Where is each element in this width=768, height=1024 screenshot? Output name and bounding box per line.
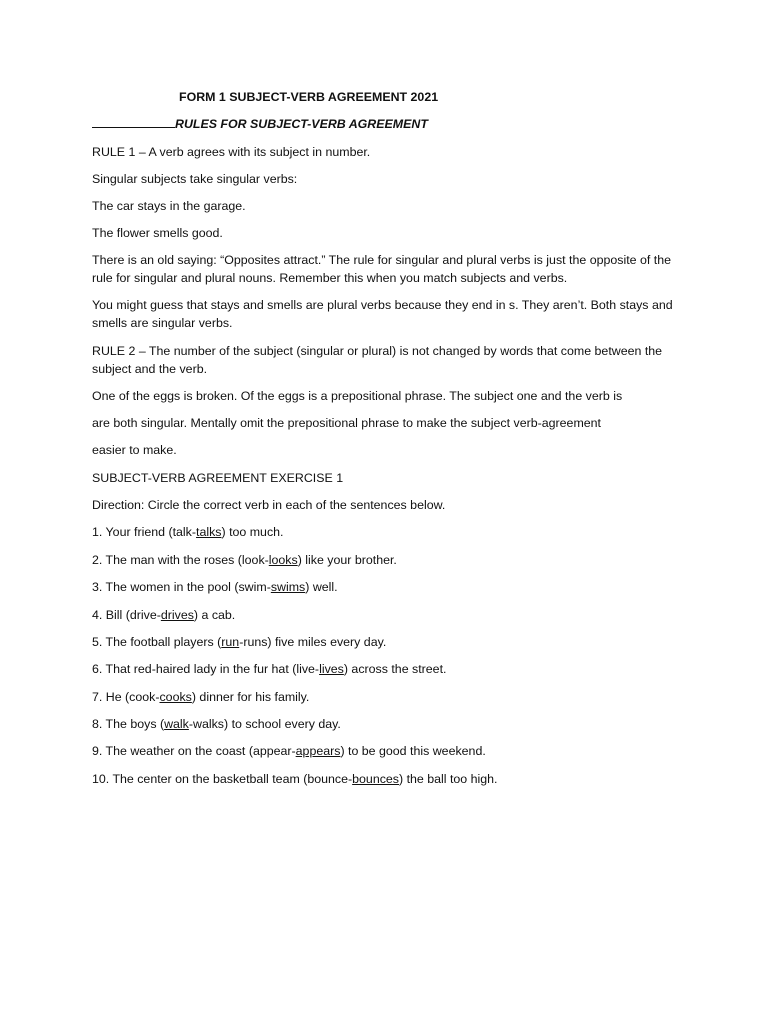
opposites-paragraph: There is an old saying: “Opposites attract.” The rule for singular and plural verbs is just the opposite of the rule for singular and plural nouns. Remember this when you match subjects and verbs.	[92, 253, 671, 285]
item-text: -runs) five miles every day.	[239, 635, 387, 649]
exercise-item	[92, 551, 682, 569]
item-text: 2. The man with the roses (look-	[92, 553, 269, 567]
item-marked-verb: swims	[270, 580, 306, 594]
item-text: 1. Your friend (talk-	[92, 525, 197, 539]
exercise-title: SUBJECT-VERB AGREEMENT EXERCISE 1	[92, 471, 344, 485]
item-text: 4. Bill (drive-	[92, 608, 161, 622]
rules-subtitle-text: RULES FOR SUBJECT-VERB AGREEMENT	[175, 117, 428, 131]
item-text: ) dinner for his family.	[191, 690, 310, 704]
rules-subtitle	[92, 115, 682, 133]
item-text: 3. The women in the pool (swim-	[92, 580, 271, 594]
item-marked-verb: looks	[268, 553, 298, 567]
item-marked-verb: run	[221, 635, 240, 649]
item-text: ) across the street.	[343, 662, 447, 676]
eggs-line-1: One of the eggs is broken. Of the eggs is a prepositional phrase. The subject one and the verb is	[92, 389, 623, 403]
item-marked-verb: walk	[164, 717, 189, 731]
item-marked-verb: lives	[319, 662, 344, 676]
exercise-item	[92, 578, 682, 596]
item-text: ) to be good this weekend.	[340, 744, 486, 758]
item-marked-verb: appears	[295, 744, 341, 758]
exercise-item	[92, 688, 682, 706]
example-car: The car stays in the garage.	[92, 199, 246, 213]
item-text: -walks) to school every day.	[188, 717, 341, 731]
subtitle-underline-blank	[92, 127, 175, 128]
item-marked-verb: cooks	[159, 690, 192, 704]
exercise-item	[92, 770, 682, 788]
exercise-item	[92, 633, 682, 651]
exercise-item	[92, 742, 682, 760]
exercise-item	[92, 606, 682, 624]
item-marked-verb: talks	[196, 525, 222, 539]
exercise-item	[92, 715, 682, 733]
item-text: 6. That red-haired lady in the fur hat (live-	[92, 662, 320, 676]
item-text: 5. The football players (	[92, 635, 222, 649]
guess-paragraph: You might guess that stays and smells are plural verbs because they end in s. They aren’t. Both stays and smells are singular verbs.	[92, 298, 673, 330]
rule-2: RULE 2 – The number of the subject (singular or plural) is not changed by words that come between the subject and the verb.	[92, 344, 663, 376]
item-text: 10. The center on the basketball team (bounce-	[92, 772, 353, 786]
item-text: 7. He (cook-	[92, 690, 160, 704]
eggs-line-2: are both singular. Mentally omit the prepositional phrase to make the subject verb-agreement	[92, 416, 601, 430]
item-text: ) like your brother.	[297, 553, 397, 567]
item-text: ) a cab.	[193, 608, 236, 622]
item-text: 9. The weather on the coast (appear-	[92, 744, 296, 758]
item-text: ) too much.	[221, 525, 284, 539]
rule-1: RULE 1 – A verb agrees with its subject in number.	[92, 145, 371, 159]
example-flower: The flower smells good.	[92, 226, 223, 240]
item-text: 8. The boys (	[92, 717, 165, 731]
item-marked-verb: bounces	[352, 772, 399, 786]
eggs-line-3: easier to make.	[92, 443, 177, 457]
item-text: ) well.	[305, 580, 338, 594]
document-title: FORM 1 SUBJECT-VERB AGREEMENT 2021	[179, 90, 439, 104]
exercise-direction: Direction: Circle the correct verb in each of the sentences below.	[92, 498, 446, 512]
exercise-item	[92, 660, 682, 678]
item-marked-verb: drives	[160, 608, 194, 622]
item-text: ) the ball too high.	[399, 772, 498, 786]
exercise-item	[92, 523, 682, 541]
singular-intro: Singular subjects take singular verbs:	[92, 172, 298, 186]
